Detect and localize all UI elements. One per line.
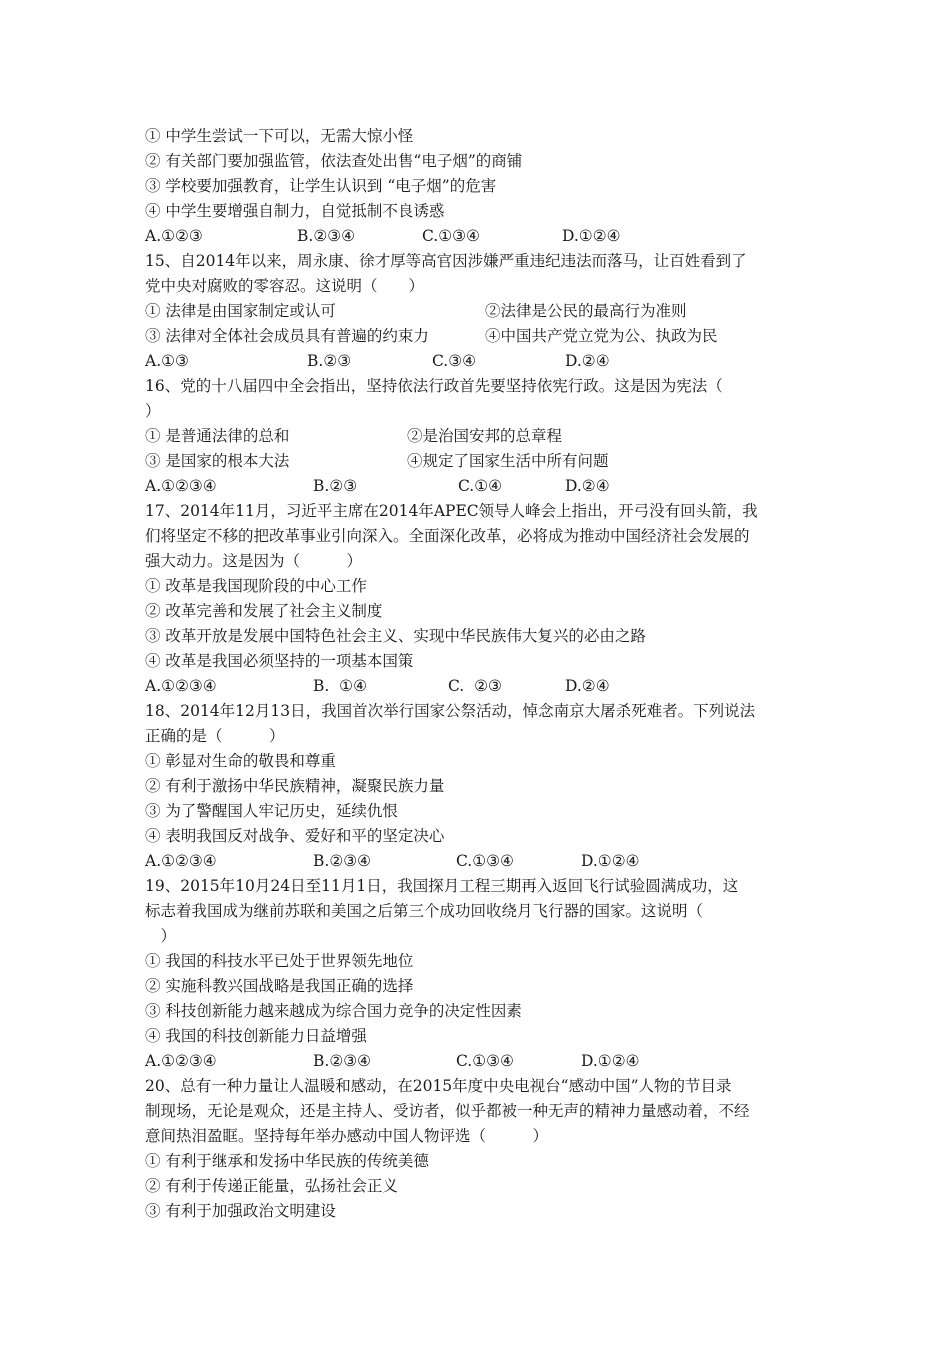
- answer-choices: [145, 674, 805, 699]
- question-stem: 意间热泪盈眶。坚持每年举办感动中国人物评选（ ）: [145, 1127, 549, 1145]
- choice-c: C. ②③: [448, 677, 502, 695]
- choice-d: D.②④: [565, 677, 610, 695]
- option-line: ① 改革是我国现阶段的中心工作: [145, 577, 367, 595]
- choice-d: D.②④: [565, 477, 610, 495]
- option-pair: [145, 324, 805, 349]
- question-stem: 制现场，无论是观众，还是主持人、受访者，似乎都被一种无声的精神力量感动着，不经: [145, 1102, 750, 1120]
- question-19: [145, 874, 805, 1074]
- option-pair: [145, 299, 805, 324]
- question-stem: 强大动力。这是因为（ ）: [145, 552, 363, 570]
- option-line: ②是治国安邦的总章程: [407, 427, 563, 445]
- choice-a: A.①②③④: [145, 677, 217, 695]
- choice-a: A.①②③④: [145, 852, 217, 870]
- choice-b: B.②③④: [313, 1052, 372, 1070]
- question-stem: 们将坚定不移的把改革事业引向深入。全面深化改革，必将成为推动中国经济社会发展的: [145, 527, 750, 545]
- question-stem: 17、2014年11月，习近平主席在2014年APEC领导人峰会上指出，开弓没有回头箭，我: [145, 502, 758, 520]
- question-stem: ）: [145, 927, 177, 945]
- option-line: ② 有关部门要加强监管，依法查处出售“电子烟”的商铺: [145, 152, 523, 170]
- option-line: ③ 为了警醒国人牢记历史，延续仇恨: [145, 802, 398, 820]
- choice-a: A.①②③④: [145, 1052, 217, 1070]
- option-line: ① 是普通法律的总和: [145, 427, 290, 445]
- question-stem: 正确的是（ ）: [145, 727, 285, 745]
- question-stem: 19、2015年10月24日至11月1日，我国探月工程三期再入返回飞行试验圆满成功，这: [145, 877, 739, 895]
- option-line: ④规定了国家生活中所有问题: [407, 452, 609, 470]
- question-14: [145, 124, 805, 249]
- option-line: ② 有利于激扬中华民族精神，凝聚民族力量: [145, 777, 445, 795]
- option-line: ③ 是国家的根本大法: [145, 452, 290, 470]
- choice-b: B.②③④: [313, 852, 372, 870]
- option-pair: [145, 449, 805, 474]
- question-16: [145, 374, 805, 499]
- option-line: ④ 中学生要增强自制力，自觉抵制不良诱惑: [145, 202, 445, 220]
- option-line: ③ 学校要加强教育，让学生认识到 “电子烟”的危害: [145, 177, 497, 195]
- option-line: ① 彰显对生命的敬畏和尊重: [145, 752, 336, 770]
- option-line: ②法律是公民的最高行为准则: [485, 302, 687, 320]
- question-stem: 18、2014年12月13日，我国首次举行国家公祭活动，悼念南京大屠杀死难者。下列说法: [145, 702, 756, 720]
- answer-choices: [145, 224, 805, 249]
- choice-b: B. ①④: [313, 677, 367, 695]
- option-line: ③ 科技创新能力越来越成为综合国力竞争的决定性因素: [145, 1002, 522, 1020]
- question-stem: ）: [145, 402, 161, 420]
- option-pair: [145, 424, 805, 449]
- question-stem: 16、党的十八届四中全会指出，坚持依法行政首先要坚持依宪行政。这是因为宪法（: [145, 377, 723, 395]
- choice-b: B.②③: [313, 477, 358, 495]
- question-15: [145, 249, 805, 374]
- question-18: [145, 699, 805, 874]
- option-line: ④中国共产党立党为公、执政为民: [485, 327, 718, 345]
- option-line: ③ 有利于加强政治文明建设: [145, 1202, 336, 1220]
- question-stem: 15、自2014年以来，周永康、徐才厚等高官因涉嫌严重违纪违法而落马，让百姓看到了: [145, 252, 747, 270]
- choice-a: A.①②③④: [145, 477, 217, 495]
- choice-a: A.①②③: [145, 227, 203, 245]
- question-stem: 20、总有一种力量让人温暖和感动，在2015年度中央电视台“感动中国”人物的节目录: [145, 1077, 732, 1095]
- choice-d: D.①②④: [581, 1052, 640, 1070]
- choice-c: C.①④: [458, 477, 503, 495]
- option-line: ① 法律是由国家制定或认可: [145, 302, 336, 320]
- option-line: ② 改革完善和发展了社会主义制度: [145, 602, 383, 620]
- option-line: ④ 改革是我国必须坚持的一项基本国策: [145, 652, 414, 670]
- choice-d: D.①②④: [581, 852, 640, 870]
- option-line: ① 有利于继承和发扬中华民族的传统美德: [145, 1152, 429, 1170]
- exam-page: [145, 124, 805, 1224]
- question-stem: 标志着我国成为继前苏联和美国之后第三个成功回收绕月飞行器的国家。这说明（: [145, 902, 704, 920]
- choice-b: B.②③④: [297, 227, 356, 245]
- choice-c: C.③④: [432, 352, 477, 370]
- choice-c: C.①③④: [456, 1052, 514, 1070]
- question-20: [145, 1074, 805, 1224]
- answer-choices: [145, 849, 805, 874]
- choice-a: A.①③: [145, 352, 189, 370]
- question-17: [145, 499, 805, 699]
- option-line: ④ 我国的科技创新能力日益增强: [145, 1027, 367, 1045]
- option-line: ① 我国的科技水平已处于世界领先地位: [145, 952, 414, 970]
- answer-choices: [145, 1049, 805, 1074]
- option-line: ① 中学生尝试一下可以，无需大惊小怪: [145, 127, 414, 145]
- option-line: ② 有利于传递正能量，弘扬社会正义: [145, 1177, 398, 1195]
- choice-c: C.①③④: [422, 227, 480, 245]
- choice-b: B.②③: [307, 352, 352, 370]
- option-line: ④ 表明我国反对战争、爱好和平的坚定决心: [145, 827, 445, 845]
- question-stem: 党中央对腐败的零容忍。这说明（ ）: [145, 277, 425, 295]
- answer-choices: [145, 349, 805, 374]
- choice-c: C.①③④: [456, 852, 514, 870]
- option-line: ③ 法律对全体社会成员具有普遍的约束力: [145, 327, 429, 345]
- option-line: ② 实施科教兴国战略是我国正确的选择: [145, 977, 414, 995]
- option-line: ③ 改革开放是发展中国特色社会主义、实现中华民族伟大复兴的必由之路: [145, 627, 646, 645]
- choice-d: D.①②④: [562, 227, 621, 245]
- choice-d: D.②④: [565, 352, 610, 370]
- answer-choices: [145, 474, 805, 499]
